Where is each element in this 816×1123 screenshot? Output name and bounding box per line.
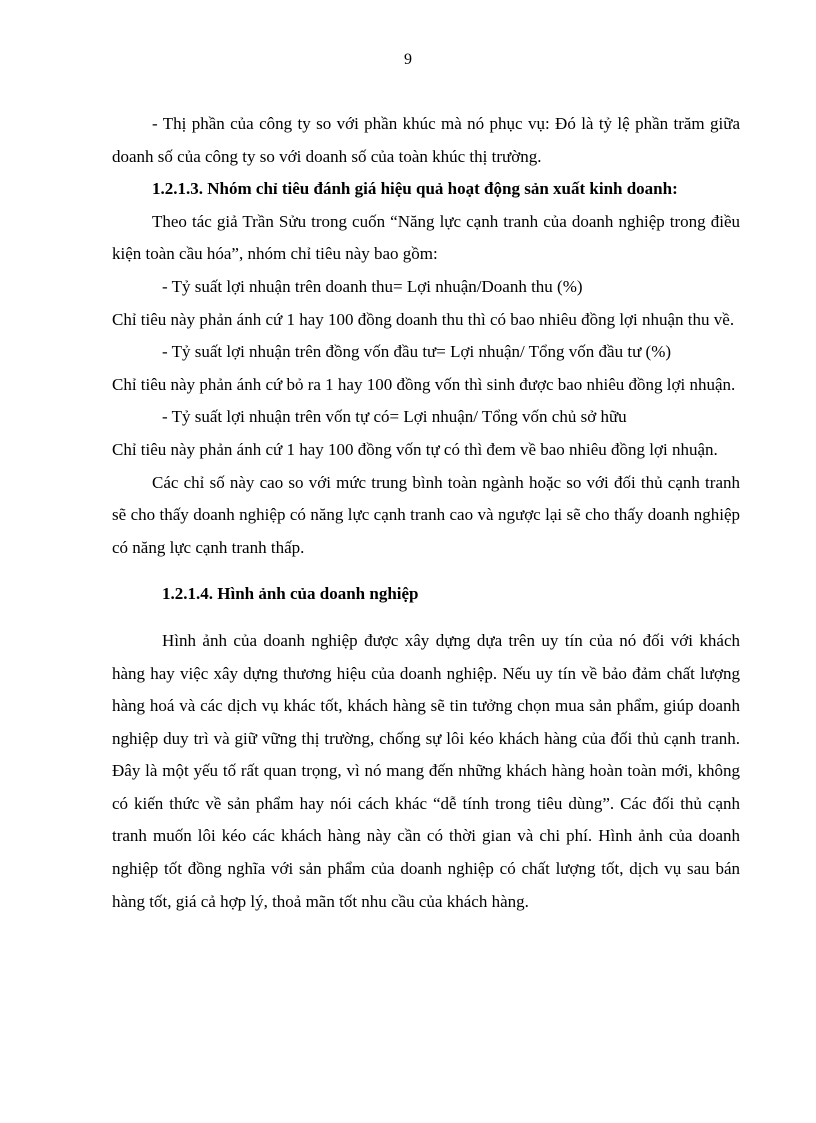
paragraph-profit-on-revenue-desc: Chỉ tiêu này phản ánh cứ 1 hay 100 đồng doanh thu thì có bao nhiêu đồng lợi nhuận thu về. [112, 309, 735, 329]
page-number: 9 [404, 51, 412, 68]
paragraph-business-image: Hình ảnh của doanh nghiệp được xây dựng dựa trên uy tín của nó đối với khách hàng hay việc xây dựng thương hiệu của doanh nghiệp. Nếu uy tín về bảo đảm chất lượng hàng hoá và các dịch vụ khác tốt, khách hàng sẽ tin tưởng chọn mua sản phẩm, giúp doanh nghiệp duy trì và giữ vững thị trường, chống sự lôi kéo khách hàng của đối thủ cạnh tranh. Đây là một yếu tố rất quan trọng, vì nó mang đến những khách hàng hoàn toàn mới, không có kiến thức về sản phẩm hay nói cách khác “dễ tính trong tiêu dùng”. Các đối thủ cạnh tranh muốn lôi kéo các khách hàng này cần có thời gian và chi phí. Hình ảnh của doanh nghiệp tốt đồng nghĩa với sản phẩm của doanh nghiệp có chất lượng tốt, dịch vụ sau bán hàng tốt, giá cả hợp lý, thoả mãn tốt nhu cầu của khách hàng. [112, 630, 740, 911]
paragraph-profit-on-investment-desc: Chỉ tiêu này phản ánh cứ bỏ ra 1 hay 100 đồng vốn thì sinh được bao nhiêu đồng lợi nhuận. [112, 374, 736, 394]
paragraph-market-share: - Thị phần của công ty so với phần khúc mà nó phục vụ: Đó là tỷ lệ phần trăm giữa doanh số của công ty so với doanh số của toàn khúc thị trường. [112, 114, 740, 166]
bullet-profit-on-investment: - Tỷ suất lợi nhuận trên đồng vốn đầu tư= Lợi nhuận/ Tổng vốn đầu tư (%) [162, 342, 672, 362]
bullet-profit-on-equity: - Tỷ suất lợi nhuận trên vốn tự có= Lợi nhuận/ Tổng vốn chủ sở hữu [162, 407, 627, 427]
paragraph-author-intro: Theo tác giả Trần Sửu trong cuốn “Năng lực cạnh tranh của doanh nghiệp trong điều kiện toàn cầu hóa”, nhóm chỉ tiêu này bao gồm: [112, 211, 740, 264]
section-heading-1-2-1-3: 1.2.1.3. Nhóm chỉ tiêu đánh giá hiệu quả hoạt động sản xuất kinh doanh: [152, 179, 678, 199]
section-heading-1-2-1-4: 1.2.1.4. Hình ảnh của doanh nghiệp [162, 584, 419, 604]
bullet-profit-on-revenue: - Tỷ suất lợi nhuận trên doanh thu= Lợi nhuận/Doanh thu (%) [162, 276, 583, 296]
page-content [112, 108, 740, 918]
paragraph-indicators-summary: Các chỉ số này cao so với mức trung bình toàn ngành hoặc so với đối thủ cạnh tranh sẽ cho thấy doanh nghiệp có năng lực cạnh tranh cao và ngược lại sẽ cho thấy doanh nghiệp có năng lực cạnh tranh thấp. [112, 472, 740, 557]
paragraph-profit-on-equity-desc: Chỉ tiêu này phản ánh cứ 1 hay 100 đồng vốn tự có thì đem về bao nhiêu đồng lợi nhuận. [112, 439, 718, 459]
